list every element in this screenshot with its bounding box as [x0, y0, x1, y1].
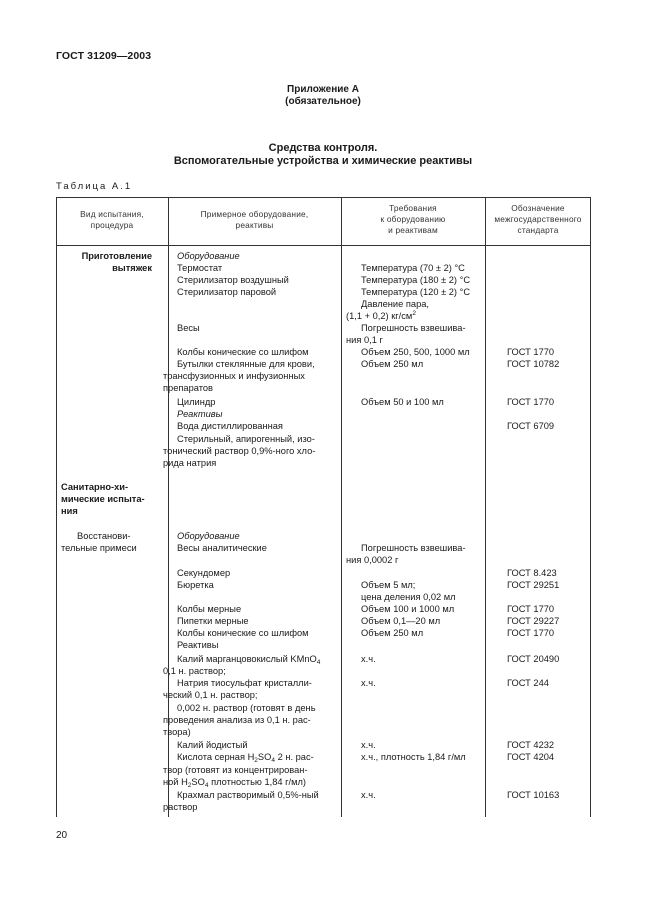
req-volumetric-flasks: Объем 100 и 1000 мл: [361, 604, 455, 614]
table-caption: Таблица А.1: [56, 181, 133, 192]
column-divider-2: [341, 197, 342, 817]
row-pipettes: Пипетки мерные: [177, 616, 249, 626]
req-analytical-scales-2: ния 0,0002 г: [346, 555, 399, 565]
header-standard: Обозначение межгосударственного стандарта: [494, 203, 582, 235]
row-sodium-thiosulfate-1: Натрия тиосульфат кристалли-: [177, 678, 312, 688]
req-scales-1: Погрешность взвешива-: [361, 323, 466, 333]
header-divider: [56, 245, 591, 246]
row-potassium-permanganate-1: Калий марганцовокислый KMnO$_4$: [177, 654, 321, 666]
req-conical-flasks: Объем 250, 500, 1000 мл: [361, 347, 470, 357]
row-cylinder: Цилиндр: [177, 397, 216, 407]
row-analytical-scales: Весы аналитические: [177, 543, 267, 553]
req-potassium-permanganate: х.ч.: [361, 654, 376, 664]
req-potassium-iodide: х.ч.: [361, 740, 376, 750]
header-equipment: Примерное оборудование, реактивы: [200, 209, 309, 230]
row-sodium-thiosulfate-4: проведения анализа из 0,1 н. рас-: [163, 715, 311, 725]
row-volumetric-flasks: Колбы мерные: [177, 604, 242, 614]
row-conical-flasks: Колбы конические со шлифом: [177, 347, 309, 357]
row-saline-2: тонический раствор 0,9%-ного хло-: [163, 446, 316, 456]
req-scales-2: ния 0,1 г: [346, 335, 383, 345]
row-sulfuric-acid-2: твор (готовят из концентрирован-: [163, 765, 308, 775]
req-analytical-scales-1: Погрешность взвешива-: [361, 543, 466, 553]
req-thermostat: Температура (70 ± 2) °С: [361, 263, 465, 273]
std-distilled-water: ГОСТ 6709: [507, 421, 555, 431]
row-burette: Бюретка: [177, 580, 214, 590]
equipment-label: Оборудование: [177, 251, 240, 261]
req-pipettes: Объем 0,1—20 мл: [361, 616, 441, 626]
row-conical-flasks-2: Колбы конические со шлифом: [177, 628, 309, 638]
row-air-sterilizer: Стерилизатор воздушный: [177, 275, 289, 285]
row-sodium-thiosulfate-5: твора): [163, 727, 191, 737]
std-potassium-permanganate: ГОСТ 20490: [507, 654, 560, 664]
equipment-label-2: Оборудование: [177, 531, 240, 541]
document-id: ГОСТ 31209—2003: [56, 50, 152, 62]
row-starch-1: Крахмал растворимый 0,5%-ный: [177, 790, 319, 800]
page-number: 20: [56, 830, 68, 841]
req-starch: х.ч.: [361, 790, 376, 800]
std-conical-flasks: ГОСТ 1770: [507, 347, 555, 357]
row-potassium-permanganate-2: 0,1 н. раствор;: [163, 666, 226, 676]
std-cylinder: ГОСТ 1770: [507, 397, 555, 407]
req-steam-pressure-value: (1,1 + 0,2) $кг/см^2$: [346, 310, 416, 321]
std-stopwatch: ГОСТ 8.423: [507, 568, 557, 578]
appendix-title: Приложение А: [287, 84, 359, 95]
row-starch-2: раствор: [163, 802, 198, 812]
req-air-sterilizer: Температура (180 ± 2) °С: [361, 275, 471, 285]
reagents-label: Реактивы: [177, 409, 223, 419]
reagents-label-2: Реактивы: [177, 640, 219, 650]
section-heading-line2: Вспомогательные устройства и химические реактивы: [173, 155, 473, 167]
std-glass-bottles: ГОСТ 10782: [507, 359, 560, 369]
row-sulfuric-acid-1: Кислота серная $H_2SO_4$ 2 н. рас-: [177, 752, 314, 764]
req-burette-1: Объем 5 мл;: [361, 580, 416, 590]
row-glass-bottles-1: Бутылки стеклянные для крови,: [177, 359, 315, 369]
row-glass-bottles-2: трансфузионных и инфузионных: [163, 371, 305, 381]
req-cylinder: Объем 50 и 100 мл: [361, 397, 444, 407]
std-sodium-thiosulfate: ГОСТ 244: [507, 678, 549, 688]
row-saline-3: рида натрия: [163, 458, 217, 468]
std-pipettes: ГОСТ 29227: [507, 616, 560, 626]
header-requirements: Требования к оборудованию и реактивам: [380, 203, 446, 235]
req-steam-pressure: Давление пара,: [361, 299, 429, 309]
section-heading-line1: Средства контроля.: [268, 142, 378, 154]
row-thermostat: Термостат: [177, 263, 223, 273]
row-potassium-iodide: Калий йодистый: [177, 740, 248, 750]
section-extracts-prep: Приготовление вытяжек: [81, 251, 152, 273]
req-burette-2: цена деления 0,02 мл: [361, 592, 456, 602]
req-steam-sterilizer: Температура (120 ± 2) °С: [361, 287, 471, 297]
row-glass-bottles-3: препаратов: [163, 383, 213, 393]
row-stopwatch: Секундомер: [177, 568, 231, 578]
section-reducing-impurities: Восстанови- тельные примеси: [61, 531, 137, 553]
row-sodium-thiosulfate-3: 0,002 н. раствор (готовят в день: [177, 703, 316, 713]
req-conical-flasks-2: Объем 250 мл: [361, 628, 424, 638]
section-sanitary-chemical: Санитарно-хи- мические испыта- ния: [61, 482, 145, 516]
req-sodium-thiosulfate: х.ч.: [361, 678, 376, 688]
row-distilled-water: Вода дистиллированная: [177, 421, 283, 431]
appendix-subtitle: (обязательное): [285, 96, 361, 107]
row-sulfuric-acid-3: ной $H_2SO_4$ плотностью 1,84 г/мл): [163, 777, 307, 789]
column-divider-3: [485, 197, 486, 817]
req-glass-bottles: Объем 250 мл: [361, 359, 424, 369]
std-sulfuric-acid: ГОСТ 4204: [507, 752, 555, 762]
std-conical-flasks-2: ГОСТ 1770: [507, 628, 555, 638]
row-scales: Весы: [177, 323, 200, 333]
row-steam-sterilizer: Стерилизатор паровой: [177, 287, 277, 297]
row-saline-1: Стерильный, апирогенный, изо-: [177, 434, 315, 444]
std-potassium-iodide: ГОСТ 4232: [507, 740, 555, 750]
std-starch: ГОСТ 10163: [507, 790, 560, 800]
std-volumetric-flasks: ГОСТ 1770: [507, 604, 555, 614]
req-sulfuric-acid: х.ч., плотность 1,84 г/мл: [361, 752, 466, 762]
std-burette: ГОСТ 29251: [507, 580, 560, 590]
header-test-type: Вид испытания, процедура: [80, 209, 144, 230]
row-sodium-thiosulfate-2: ческий 0,1 н. раствор;: [163, 690, 258, 700]
